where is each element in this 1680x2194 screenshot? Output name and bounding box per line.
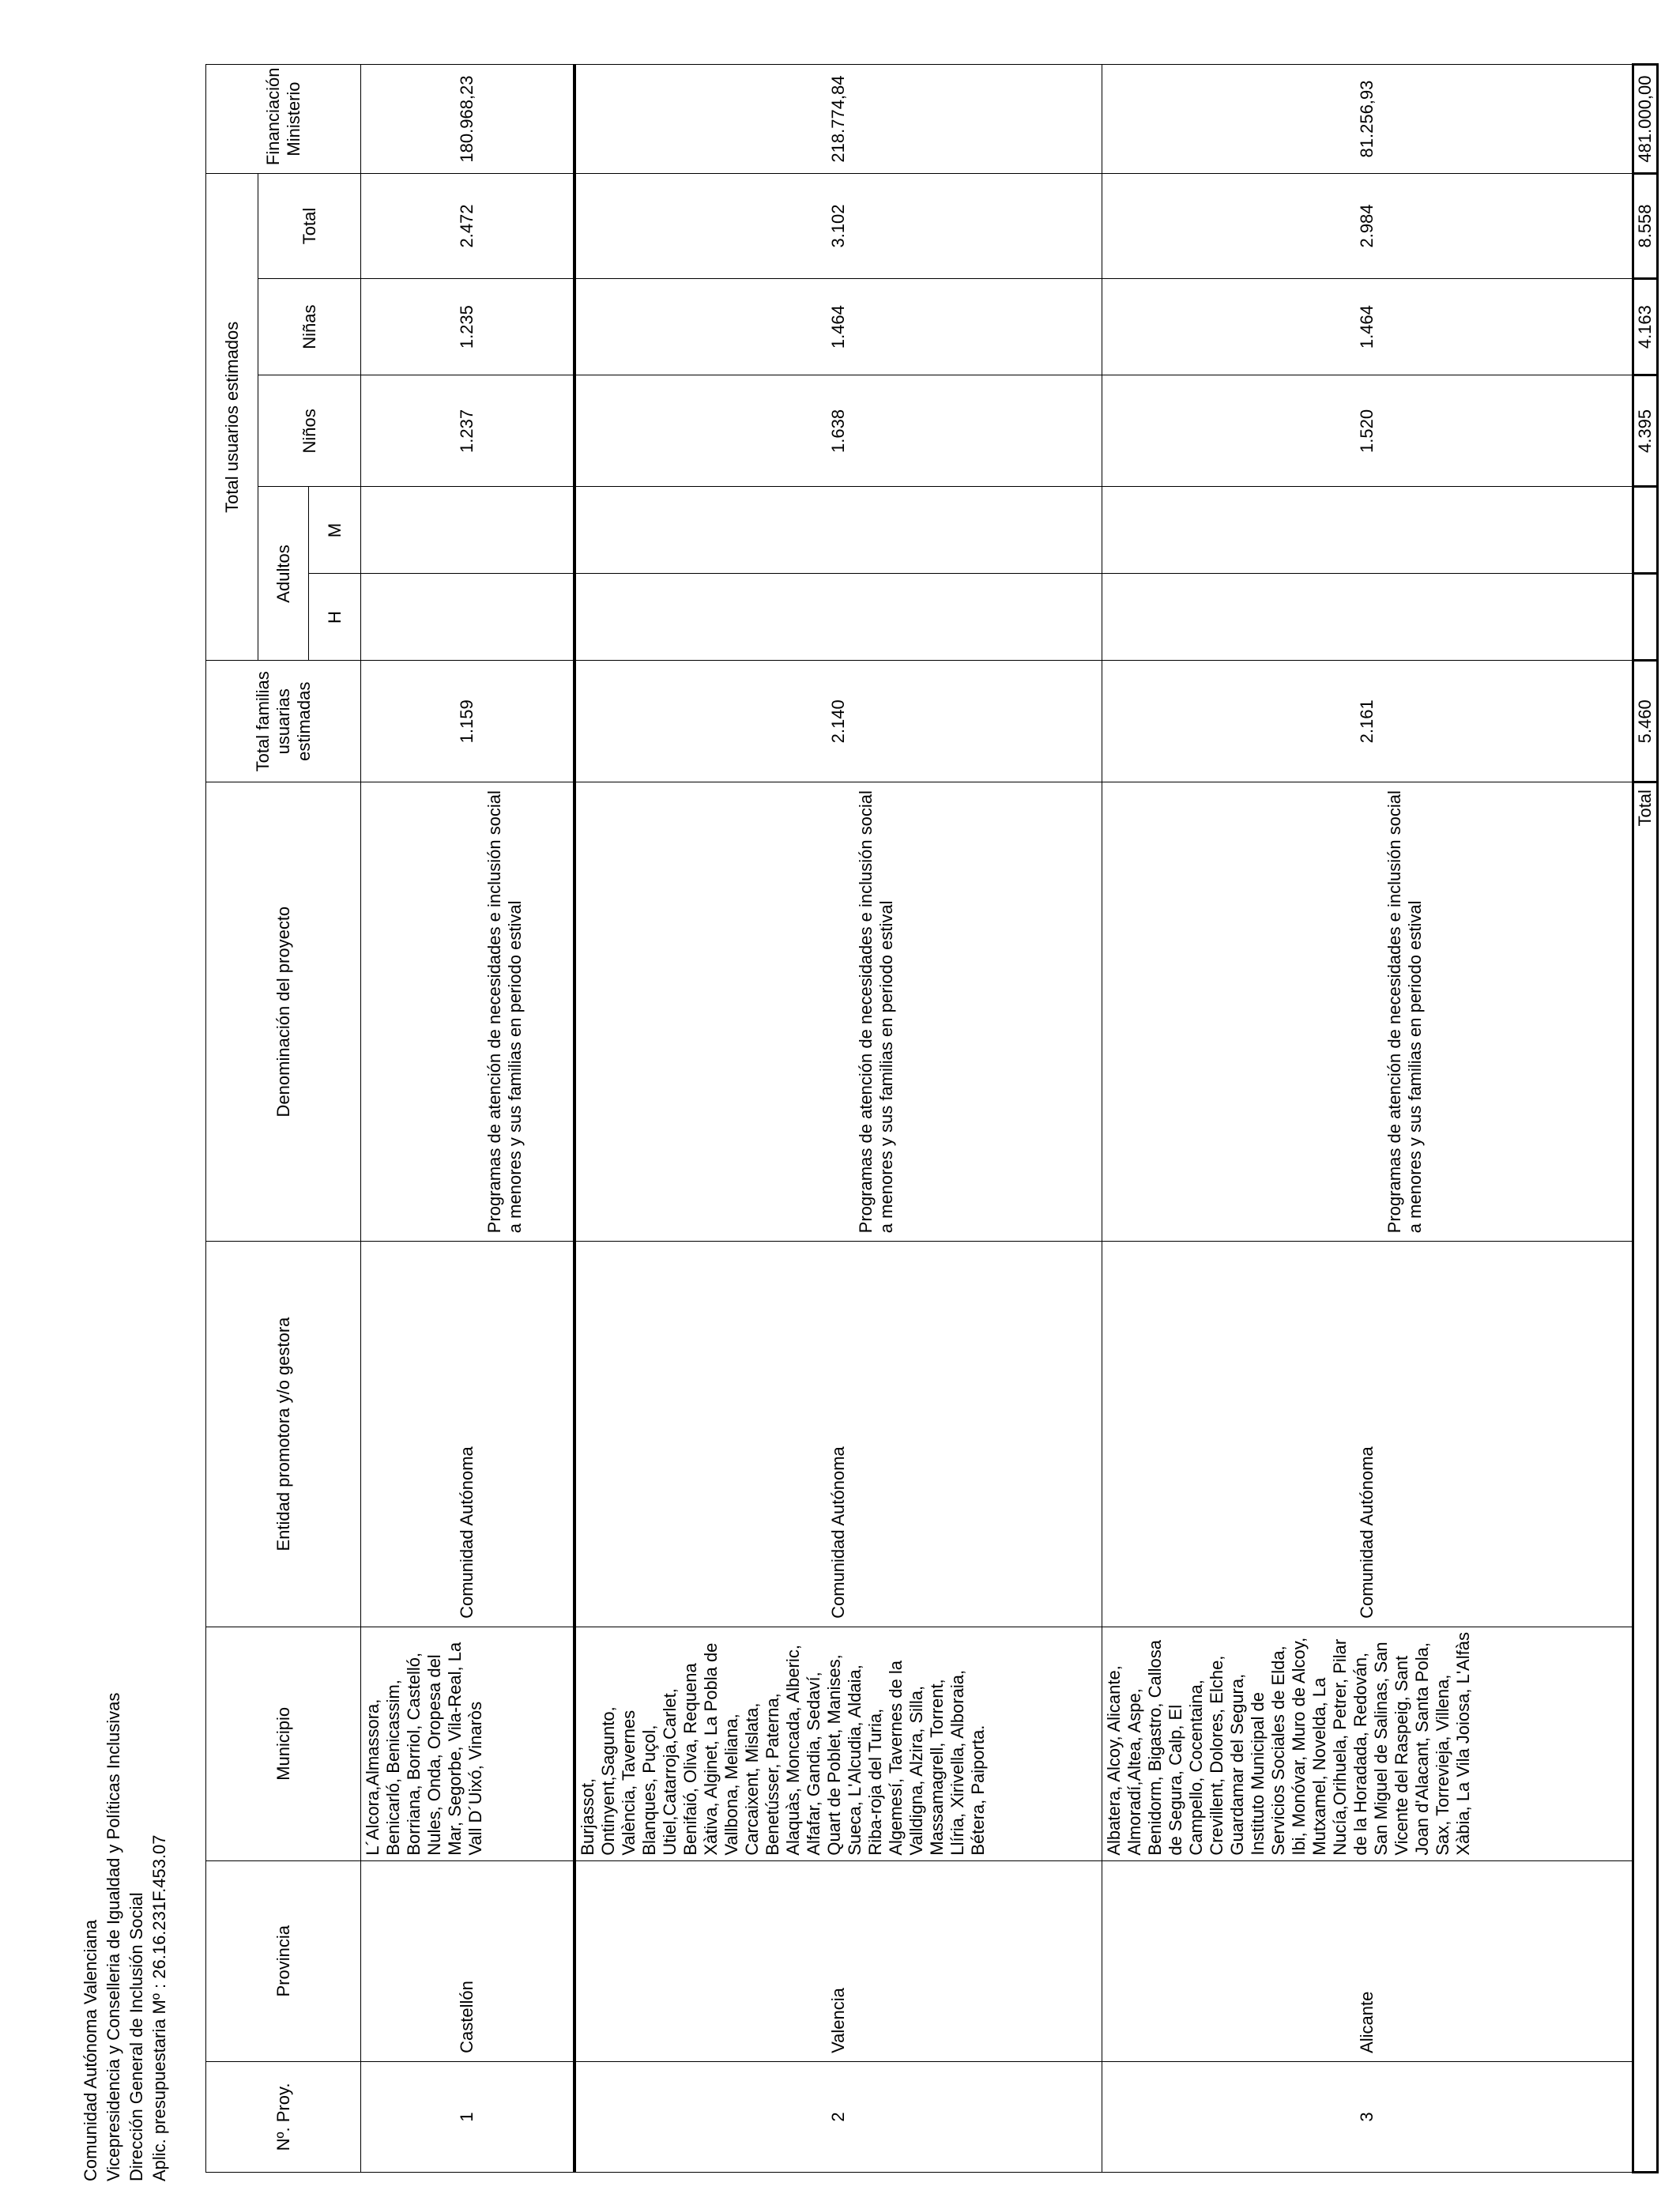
header-provincia: Provincia	[206, 1860, 361, 2061]
totals-label: Total	[1633, 782, 1658, 2173]
totals-m	[1633, 487, 1658, 574]
cell-total: 2.472	[361, 174, 574, 279]
header-municipio: Municipio	[206, 1627, 361, 1860]
cell-denominacion	[574, 782, 1102, 1242]
cell-h	[574, 574, 1102, 661]
cell-financiacion: 180.968,23	[361, 65, 574, 174]
cell-m	[574, 487, 1102, 574]
cell-ninas: 1.464	[1102, 278, 1633, 375]
header-financiacion: Financiación Ministerio	[206, 65, 361, 174]
header-denominacion: Denominación del proyecto	[206, 782, 361, 1242]
header-m: M	[309, 487, 361, 574]
totals-ninos: 4.395	[1633, 375, 1658, 487]
header-familias: Total familias usuarias estimadas	[206, 661, 361, 782]
denominacion-text: Programas de atención de necesidades e inclusión social a menores y sus familias en periodo estival	[1384, 790, 1425, 1234]
cell-num: 2	[574, 2061, 1102, 2172]
cell-provincia: Valencia	[574, 1860, 1102, 2061]
header-adultos: Adultos	[258, 487, 309, 661]
cell-entidad: Comunidad Autónoma	[574, 1242, 1102, 1627]
cell-familias: 2.161	[1102, 661, 1633, 782]
cell-municipio: Albatera, Alcoy, Alicante, Almoradí,Altea, Aspe, Benidorm, Bigastro, Callosa de Segura, Calp, El Campello, Cocentaina, Crevillent, Dolores, Elche, Guardamar del Segura, Instituto Municipal de Servicios Sociales de Elda, Ibi, Monóvar, Muro de Alcoy, Mutxamel, Novelda, La Nucía,Orihuela, Petrer, Pilar de la Horadada, Redován, San Miguel de Salinas, San Vicente del Raspeig, Sant Joan d'Alacant, Santa Pola, Sax, Torrevieja, Villena, Xàbia, La Vila Joiosa, L'Alfàs	[1102, 1627, 1633, 1860]
cell-ninos: 1.520	[1102, 375, 1633, 487]
table-header-row	[206, 65, 258, 2173]
totals-h	[1633, 574, 1658, 661]
cell-provincia: Castellón	[361, 1860, 574, 2061]
table-row	[1102, 65, 1633, 2173]
projects-table	[205, 63, 1659, 2173]
cell-provincia: Alicante	[1102, 1860, 1633, 2061]
header-h: H	[309, 574, 361, 661]
totals-total: 8.558	[1633, 174, 1658, 279]
cell-denominacion	[361, 782, 574, 1242]
cell-total: 3.102	[574, 174, 1102, 279]
cell-entidad: Comunidad Autónoma	[1102, 1242, 1633, 1627]
cell-m	[361, 487, 574, 574]
header-total: Total	[258, 174, 361, 279]
header-line-budget: Aplic. presupuestaria Mº : 26.16.231F.453.07	[149, 1834, 169, 2181]
cell-ninas: 1.464	[574, 278, 1102, 375]
cell-entidad: Comunidad Autónoma	[361, 1242, 574, 1627]
cell-financiacion: 218.774,84	[574, 65, 1102, 174]
header-num-proy: Nº. Proy.	[206, 2061, 361, 2172]
cell-familias: 2.140	[574, 661, 1102, 782]
cell-total: 2.984	[1102, 174, 1633, 279]
header-line-directorate: Dirección General de Inclusión Social	[126, 1892, 146, 2181]
totals-financiacion: 481.000,00	[1633, 65, 1658, 174]
denominacion-text: Programas de atención de necesidades e inclusión social a menores y sus familias en periodo estival	[484, 790, 525, 1234]
totals-row	[1633, 65, 1658, 2173]
cell-financiacion: 81.256,93	[1102, 65, 1633, 174]
cell-denominacion	[1102, 782, 1633, 1242]
cell-ninos: 1.638	[574, 375, 1102, 487]
cell-familias: 1.159	[361, 661, 574, 782]
header-ninas: Niñas	[258, 278, 361, 375]
header-ninos: Niños	[258, 375, 361, 487]
cell-m	[1102, 487, 1633, 574]
totals-ninas: 4.163	[1633, 278, 1658, 375]
header-usuarios: Total usuarios estimados	[206, 174, 258, 661]
cell-ninas: 1.235	[361, 278, 574, 375]
cell-municipio: Burjassot, Ontinyent,Sagunto, València, Tavernes Blanques, Puçol, Utiel,Catarroja,Carlet, Benifaió, Oliva, Requena Xàtiva, Alginet, La Pobla de Vallbona, Meliana, Carcaixent, Mislata, Benetússer, Paterna, Alaquàs, Moncada, Alberic, Alfafar, Gandia, Sedaví, Quart de Poblet, Manises, Sueca, L'Alcudia, Aldaia, Riba-roja del Turia, Algemesí, Tavernes de la Valldigna, Alzira, Silla, Massamagrell, Torrent, Llíria, Xirivella, Alboraia, Bétera, Paiporta.	[574, 1627, 1102, 1860]
cell-h	[361, 574, 574, 661]
cell-num: 1	[361, 2061, 574, 2172]
cell-h	[1102, 574, 1633, 661]
document-header	[79, 1075, 171, 2181]
table-row	[361, 65, 574, 2173]
totals-familias: 5.460	[1633, 661, 1658, 782]
cell-municipio: L´Alcora,Almassora, Benicarló, Benicassim, Borriana, Borriol, Castelló, Nules, Onda, Oropesa del Mar, Segorbe, Vila-Real, La Vall D´Uixó, Vinaròs	[361, 1627, 574, 1860]
denominacion-text: Programas de atención de necesidades e inclusión social a menores y sus familias en periodo estival	[856, 790, 897, 1234]
cell-num: 3	[1102, 2061, 1633, 2172]
cell-ninos: 1.237	[361, 375, 574, 487]
table-row	[574, 65, 1102, 2173]
header-entidad: Entidad promotora y/o gestora	[206, 1242, 361, 1627]
header-line-department: Vicepresidencia y Conselleria de Igualdad y Políticas Inclusivas	[104, 1692, 123, 2181]
rotated-landscape-content	[47, 47, 1667, 2181]
header-line-region: Comunidad Autónoma Valenciana	[81, 1919, 100, 2181]
